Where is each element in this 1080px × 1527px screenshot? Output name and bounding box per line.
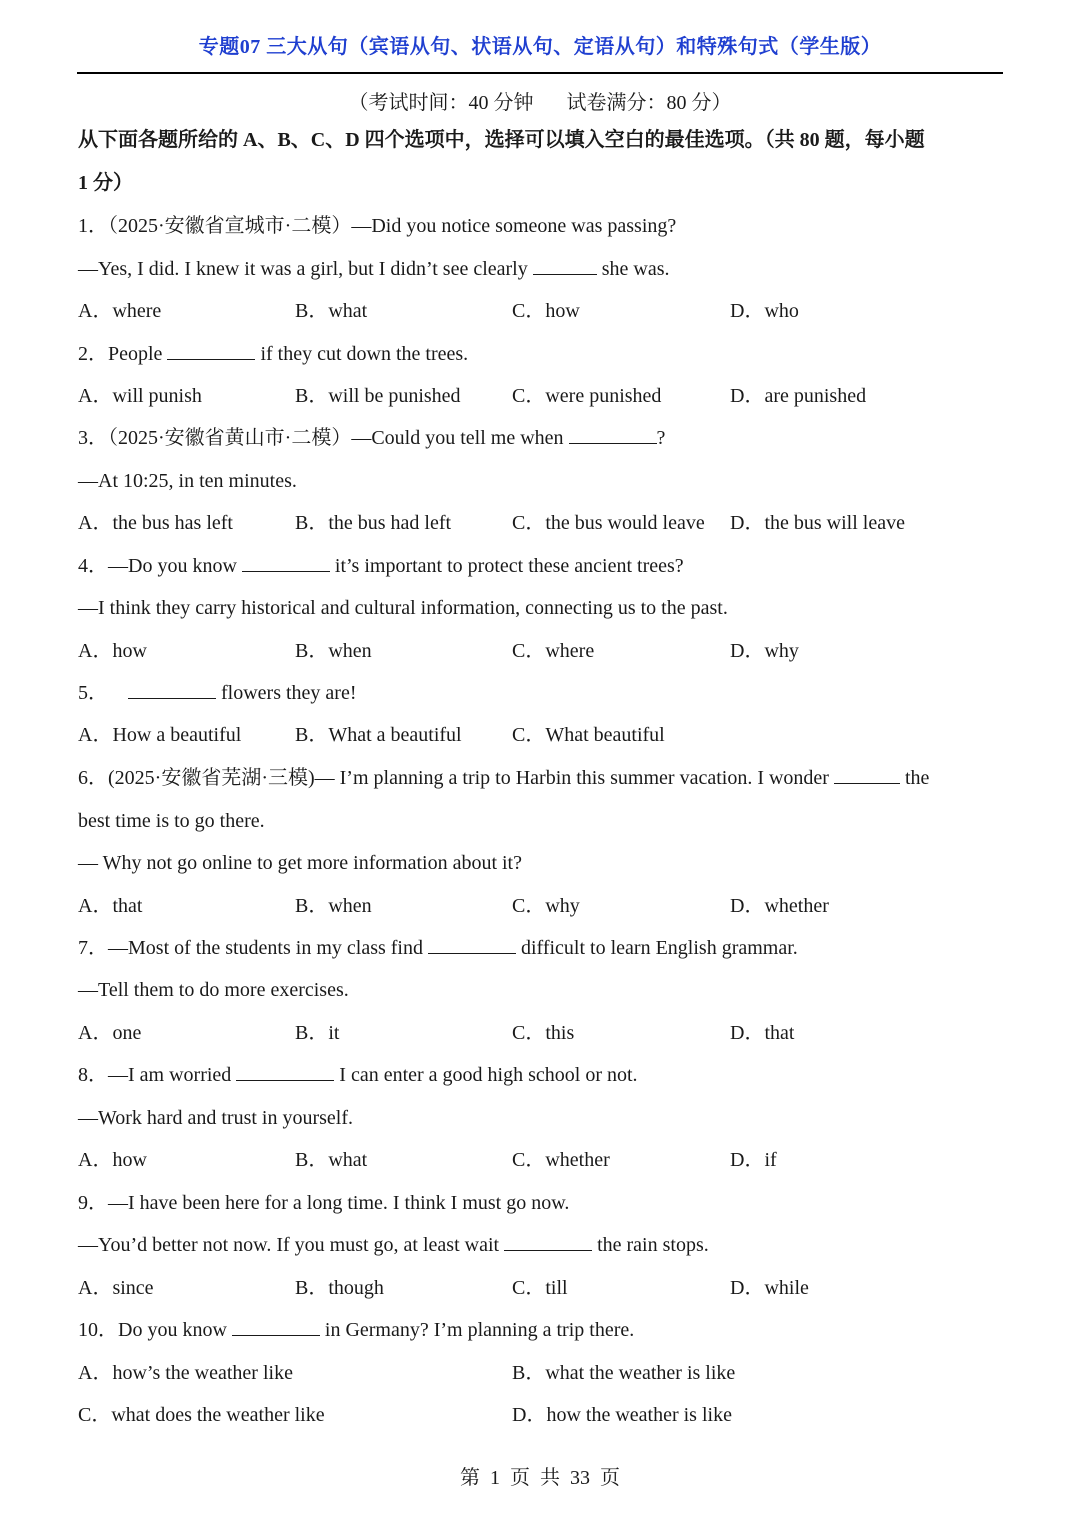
option-a: A．one bbox=[78, 1022, 142, 1044]
option-d: D．while bbox=[730, 1277, 809, 1299]
option-b: B．the bus had left bbox=[295, 512, 452, 534]
option-c: C．whether bbox=[512, 1149, 610, 1171]
option-a: A．where bbox=[78, 300, 162, 322]
full-score: 试卷满分：80 分） bbox=[566, 92, 732, 114]
answer-blank bbox=[569, 425, 657, 444]
option-d: D．how the weather is like bbox=[512, 1404, 732, 1426]
answer-blank bbox=[428, 935, 516, 954]
question-9-stem: 9．—I have been here for a long time. I think I must go now. bbox=[78, 1192, 570, 1214]
answer-blank bbox=[128, 680, 216, 699]
page-title: 专题07 三大从句（宾语从句、状语从句、定语从句）和特殊句式（学生版） bbox=[198, 36, 882, 58]
option-b: B．What a beautiful bbox=[295, 724, 462, 746]
instruction-line-1: 从下面各题所给的 A、B、C、D 四个选项中，选择可以填入空白的最佳选项。（共 80 题，每小题 bbox=[78, 129, 925, 151]
option-c: C．What beautiful bbox=[512, 724, 665, 746]
option-d: D．why bbox=[730, 640, 799, 662]
question-7-stem: 7．—Most of the students in my class find difficult to learn English grammar. bbox=[78, 937, 798, 959]
question-6-line-2: best time is to go there. bbox=[78, 810, 265, 832]
option-c: C．how bbox=[512, 300, 580, 322]
answer-blank bbox=[242, 553, 330, 572]
option-c: C．what does the weather like bbox=[78, 1404, 325, 1426]
option-d: D．are punished bbox=[730, 385, 867, 407]
option-d: D．whether bbox=[730, 895, 829, 917]
question-3-line-2: —At 10:25, in ten minutes. bbox=[78, 470, 297, 492]
option-d: D．that bbox=[730, 1022, 795, 1044]
option-b: B．will be punished bbox=[295, 385, 461, 407]
option-a: A．that bbox=[78, 895, 143, 917]
option-b: B．what bbox=[295, 300, 368, 322]
question-9-line-2: —You’d better not now. If you must go, at least wait the rain stops. bbox=[78, 1234, 709, 1256]
option-c: C．where bbox=[512, 640, 595, 662]
answer-blank bbox=[504, 1232, 592, 1251]
question-7-line-2: —Tell them to do more exercises. bbox=[78, 979, 349, 1001]
option-b: B．it bbox=[295, 1022, 340, 1044]
option-a: A．the bus has left bbox=[78, 512, 233, 534]
option-a: A．how bbox=[78, 1149, 147, 1171]
question-8-stem: 8．—I am worried I can enter a good high school or not. bbox=[78, 1064, 638, 1086]
option-b: B．when bbox=[295, 895, 372, 917]
page-footer: 第 1 页 共 33 页 bbox=[460, 1467, 620, 1489]
exam-info bbox=[0, 86, 1080, 115]
option-d: D．the bus will leave bbox=[730, 512, 905, 534]
answer-blank bbox=[834, 765, 900, 784]
option-b: B．though bbox=[295, 1277, 384, 1299]
option-c: C．this bbox=[512, 1022, 575, 1044]
option-a: A．since bbox=[78, 1277, 154, 1299]
option-a: A．how’s the weather like bbox=[78, 1362, 293, 1384]
total-pages: 33 bbox=[570, 1467, 590, 1489]
option-a: A．How a beautiful bbox=[78, 724, 242, 746]
answer-blank bbox=[236, 1062, 334, 1081]
question-1-stem: 1．（2025·安徽省宣城市·二模）—Did you notice someone was passing? bbox=[78, 215, 677, 237]
answer-blank bbox=[533, 256, 597, 275]
question-6-stem: 6．(2025·安徽省芜湖·三模)— I’m planning a trip to Harbin this summer vacation. I wonder the bbox=[78, 767, 930, 789]
option-b: B．what the weather is like bbox=[512, 1362, 736, 1384]
question-6-line-3: — Why not go online to get more information about it? bbox=[78, 852, 522, 874]
option-a: A．how bbox=[78, 640, 147, 662]
option-d: D．if bbox=[730, 1149, 777, 1171]
option-a: A．will punish bbox=[78, 385, 202, 407]
question-3-stem: 3．（2025·安徽省黄山市·二模）—Could you tell me when ? bbox=[78, 427, 666, 449]
header-divider bbox=[77, 72, 1003, 74]
question-4-line-2: —I think they carry historical and cultural information, connecting us to the past. bbox=[78, 597, 728, 619]
option-c: C．till bbox=[512, 1277, 568, 1299]
answer-blank bbox=[232, 1317, 320, 1336]
instruction-line-2: 1 分） bbox=[78, 172, 133, 194]
question-1-line-2: —Yes, I did. I knew it was a girl, but I didn’t see clearly she was. bbox=[78, 258, 670, 280]
question-8-line-2: —Work hard and trust in yourself. bbox=[78, 1107, 353, 1129]
option-d: D．who bbox=[730, 300, 799, 322]
option-b: B．what bbox=[295, 1149, 368, 1171]
option-c: C．why bbox=[512, 895, 580, 917]
option-c: C．were punished bbox=[512, 385, 662, 407]
exam-time: （考试时间：40 分钟 bbox=[348, 92, 534, 114]
question-4-stem: 4．—Do you know it’s important to protect these ancient trees? bbox=[78, 555, 684, 577]
question-10-stem: 10．Do you know in Germany? I’m planning a trip there. bbox=[78, 1319, 635, 1341]
question-5-stem: 5． flowers they are! bbox=[78, 682, 357, 704]
page-number: 1 bbox=[490, 1467, 500, 1489]
option-c: C．the bus would leave bbox=[512, 512, 705, 534]
answer-blank bbox=[167, 341, 255, 360]
option-b: B．when bbox=[295, 640, 372, 662]
question-2-stem: 2．People if they cut down the trees. bbox=[78, 343, 469, 365]
